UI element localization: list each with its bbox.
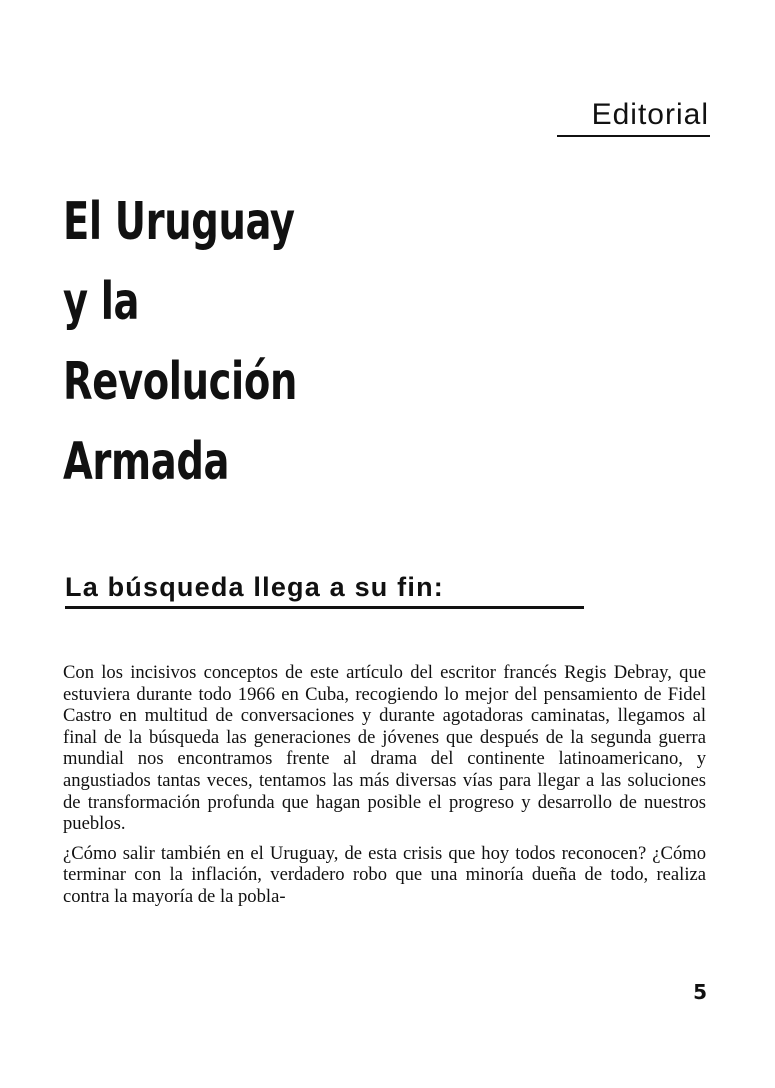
headline-line-3: Revolución — [63, 352, 297, 412]
subheading-underline — [65, 606, 584, 609]
body-paragraph-2: ¿Cómo salir también en el Uruguay, de esta crisis que hoy todos reconocen? ¿Cómo terminar con la inflación, verdadero robo que una minoría dueña de todo, realiza contra la mayoría de la pobla- — [63, 842, 706, 907]
section-label: Editorial — [591, 98, 709, 131]
page-number: 5 — [693, 980, 707, 1004]
subheading: La búsqueda llega a su fin: — [65, 572, 444, 602]
body-paragraph-1: Con los incisivos conceptos de este artículo del escritor francés Regis Debray, que estuviera durante todo 1966 en Cuba, recogiendo lo mejor del pensamiento de Fidel Castro en multitud de conversaciones y durante agotadoras caminatas, llegamos al final de la búsqueda las generaciones de jóvenes que después de la segunda guerra mundial nos encontramos frente al drama del continente latinoamericano, y angustiados tantas veces, tentamos las más diversas vías para llegar a las soluciones de transformación profunda que hagan posible el progreso y desarrollo de nuestros pueblos. — [63, 662, 706, 835]
section-underline — [557, 135, 710, 137]
headline-line-2: y la — [63, 272, 140, 332]
article-body — [63, 662, 706, 916]
article-headline — [63, 182, 297, 502]
headline-line-1: El Uruguay — [63, 192, 295, 252]
headline-line-4: Armada — [63, 432, 230, 492]
